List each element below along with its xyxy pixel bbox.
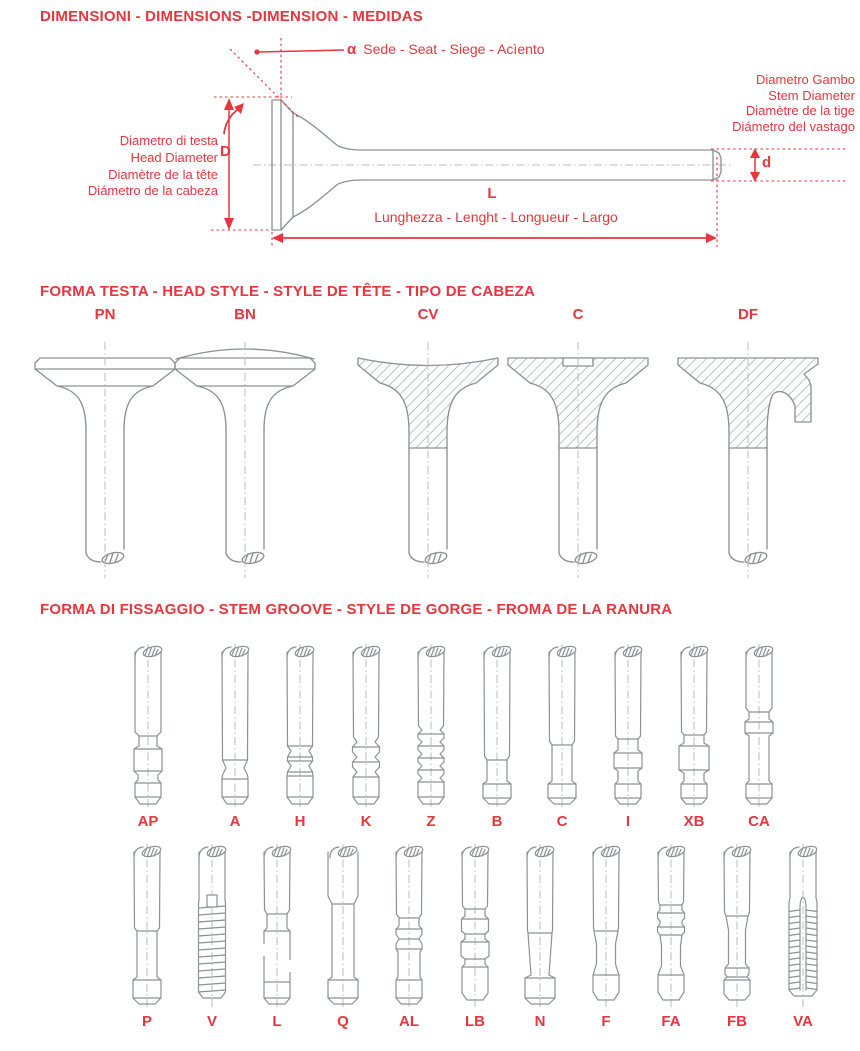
- stem-groove-label: FB: [727, 1013, 747, 1030]
- stem-groove-item-Z: [401, 642, 461, 830]
- stem-groove-label: A: [229, 813, 241, 830]
- stem-groove-item-P: [117, 842, 177, 1030]
- stem-groove-item-Q: [313, 842, 373, 1030]
- length-symbol: L: [487, 185, 497, 202]
- stem-groove-item-FA: [641, 842, 701, 1030]
- stem-diameter-symbol: d: [762, 154, 772, 171]
- stem-groove-section-title: FORMA DI FISSAGGIO - STEM GROOVE - STYLE DE GORGE - FROMA DE LA RANURA: [40, 601, 673, 618]
- dimensions-section-title: DIMENSIONI - DIMENSIONS -DIMENSION - MEDIDAS: [40, 8, 423, 25]
- stem-groove-item-AL: [379, 842, 439, 1030]
- stem-groove-item-I: [598, 642, 658, 830]
- stem-groove-drawing-AL: [379, 842, 439, 1010]
- head-style-drawing-C: [503, 332, 653, 590]
- stem-groove-label: Z: [426, 813, 436, 830]
- stem-groove-item-B: [467, 642, 527, 830]
- stem-groove-item-AP: [118, 642, 178, 830]
- head-style-drawing-PN: [30, 332, 180, 590]
- stem-groove-item-XB: [664, 642, 724, 830]
- head-style-item-PN: [30, 306, 180, 590]
- stem-groove-item-A: [205, 642, 265, 830]
- head-style-drawing-CV: [353, 332, 503, 590]
- head-style-label: C: [572, 306, 584, 323]
- head-style-item-CV: [353, 306, 503, 590]
- head-style-section-title: FORMA TESTA - HEAD STYLE - STYLE DE TÊTE - TIPO DE CABEZA: [40, 283, 536, 300]
- stem-groove-drawing-L: [247, 842, 307, 1010]
- stem-groove-item-C: [532, 642, 592, 830]
- stem-groove-item-FB: [707, 842, 767, 1030]
- stem-groove-drawing-P: [117, 842, 177, 1010]
- head-style-drawing-BN: [170, 332, 320, 590]
- stem-groove-item-V: [182, 842, 242, 1030]
- stem-groove-label: VA: [793, 1013, 813, 1030]
- stem-groove-item-N: [510, 842, 570, 1030]
- stem-groove-drawing-V: [182, 842, 242, 1010]
- head-style-item-BN: [170, 306, 320, 590]
- stem-groove-drawing-FA: [641, 842, 701, 1010]
- head-style-drawing-DF: [673, 332, 823, 590]
- stem-groove-item-VA: [773, 842, 833, 1030]
- stem-groove-drawing-N: [510, 842, 570, 1010]
- alpha-symbol: α: [347, 41, 357, 58]
- stem-groove-label: AL: [399, 1013, 419, 1030]
- stem-groove-item-L: [247, 842, 307, 1030]
- stem-groove-drawing-Z: [401, 642, 461, 810]
- seat-angle-callout: [347, 41, 545, 58]
- head-style-label: CV: [417, 306, 439, 323]
- stem-groove-label: B: [491, 813, 503, 830]
- stem-groove-label: L: [272, 1013, 282, 1030]
- stem-groove-drawing-B: [467, 642, 527, 810]
- stem-groove-drawing-I: [598, 642, 658, 810]
- stem-groove-item-H: [270, 642, 330, 830]
- stem-groove-drawing-LB: [445, 842, 505, 1010]
- stem-groove-item-F: [576, 842, 636, 1030]
- stem-groove-drawing-A: [205, 642, 265, 810]
- stem-groove-drawing-F: [576, 842, 636, 1010]
- stem-groove-drawing-VA: [773, 842, 833, 1010]
- head-diameter-labels: [30, 133, 218, 200]
- stem-groove-label: H: [294, 813, 306, 830]
- stem-diameter-label-es: Diámetro del vastago: [732, 118, 855, 134]
- stem-groove-item-K: [336, 642, 396, 830]
- stem-groove-item-LB: [445, 842, 505, 1030]
- head-style-item-C: [503, 306, 653, 590]
- stem-groove-label: K: [360, 813, 372, 830]
- stem-groove-label: C: [556, 813, 568, 830]
- head-style-label: DF: [738, 306, 758, 323]
- stem-groove-label: V: [206, 1013, 217, 1030]
- stem-diameter-label-fr: Diamètre de la tige: [745, 103, 855, 118]
- stem-groove-drawing-CA: [729, 642, 789, 810]
- stem-groove-label: LB: [465, 1013, 485, 1030]
- stem-groove-label: P: [141, 1013, 152, 1030]
- stem-diameter-label-it: Diametro Gambo: [756, 72, 855, 87]
- stem-groove-drawing-C: [532, 642, 592, 810]
- stem-groove-label: Q: [337, 1013, 349, 1030]
- stem-groove-drawing-K: [336, 642, 396, 810]
- head-diameter-symbol: D: [220, 143, 231, 160]
- stem-groove-item-CA: [729, 642, 789, 830]
- head-style-item-DF: [673, 306, 823, 590]
- head-diameter-label-en: Head Diameter: [130, 149, 218, 165]
- seat-label: Sede - Seat - Siege - Acìento: [363, 41, 545, 57]
- head-style-label: BN: [234, 306, 256, 323]
- head-diameter-label-fr: Diamètre de la tête: [108, 166, 218, 182]
- head-style-label: PN: [94, 306, 116, 323]
- stem-groove-drawing-XB: [664, 642, 724, 810]
- stem-groove-drawing-FB: [707, 842, 767, 1010]
- stem-groove-drawing-Q: [313, 842, 373, 1010]
- length-label: Lunghezza - Lenght - Longueur - Largo: [374, 209, 618, 225]
- stem-groove-label: XB: [683, 813, 705, 830]
- stem-diameter-label-en: Stem Diameter: [768, 87, 855, 103]
- stem-groove-drawing-AP: [118, 642, 178, 810]
- stem-groove-label: CA: [748, 813, 770, 830]
- head-diameter-label-es: Diámetro de la cabeza: [87, 183, 218, 199]
- stem-groove-label: F: [601, 1013, 611, 1030]
- stem-groove-label: I: [625, 813, 631, 830]
- head-diameter-label-it: Diametro di testa: [119, 133, 218, 148]
- stem-groove-label: FA: [661, 1013, 681, 1030]
- stem-groove-label: N: [534, 1013, 546, 1030]
- stem-groove-label: AP: [137, 813, 159, 830]
- stem-diameter-labels: [555, 72, 855, 134]
- stem-groove-drawing-H: [270, 642, 330, 810]
